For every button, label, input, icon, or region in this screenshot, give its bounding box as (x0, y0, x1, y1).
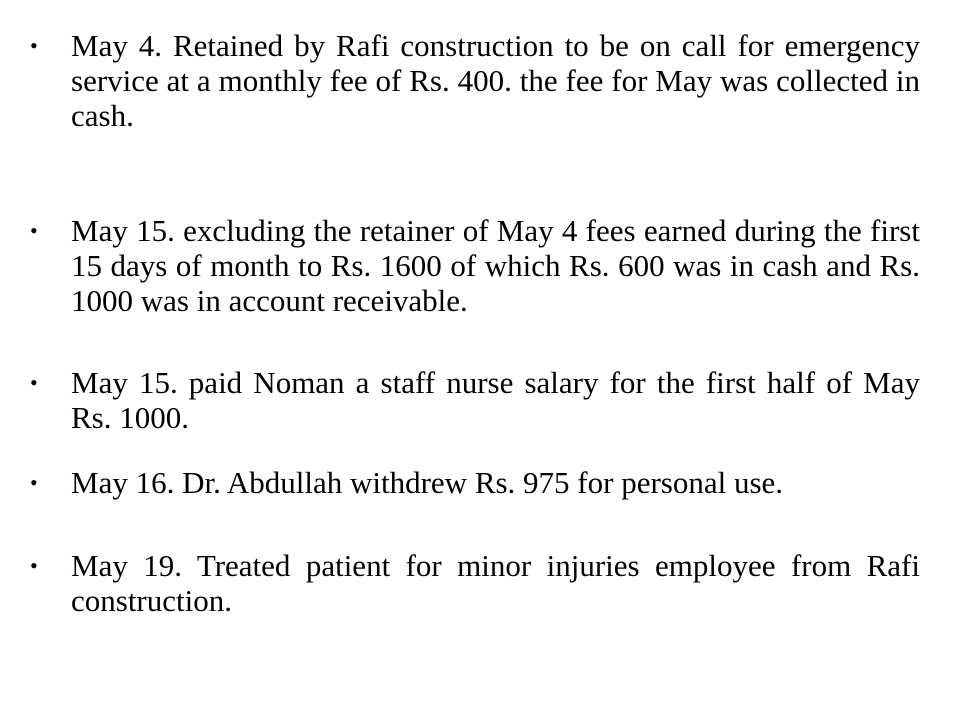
bullet-item-may-19 (30, 548, 920, 618)
bullet-item-may-15-fees (30, 213, 920, 318)
bullet-dot-icon: • (30, 470, 38, 495)
bullet-item-may-4 (30, 28, 920, 133)
bullet-item-may-16 (30, 465, 920, 500)
bullet-dot-icon: • (30, 553, 38, 578)
bullet-item-may-15-salary (30, 365, 920, 435)
bullet-text: May 16. Dr. Abdullah withdrew Rs. 975 for personal use. (71, 465, 784, 500)
bullet-text: May 4. Retained by Rafi construction to be on call for emergency service at a monthly fee of Rs. 400. the fee for May was collected in cash. (71, 28, 920, 133)
bullet-text: May 15. excluding the retainer of May 4 fees earned during the first 15 days of month to Rs. 1600 of which Rs. 600 was in cash and Rs. 1000 was in account receivable. (71, 213, 920, 318)
bullet-dot-icon: • (30, 218, 38, 243)
bullet-dot-icon: • (30, 370, 38, 395)
bullet-text: May 15. paid Noman a staff nurse salary for the first half of May Rs. 1000. (71, 365, 920, 435)
bullet-text: May 19. Treated patient for minor injuries employee from Rafi construction. (71, 548, 920, 618)
bullet-dot-icon: • (30, 33, 38, 58)
